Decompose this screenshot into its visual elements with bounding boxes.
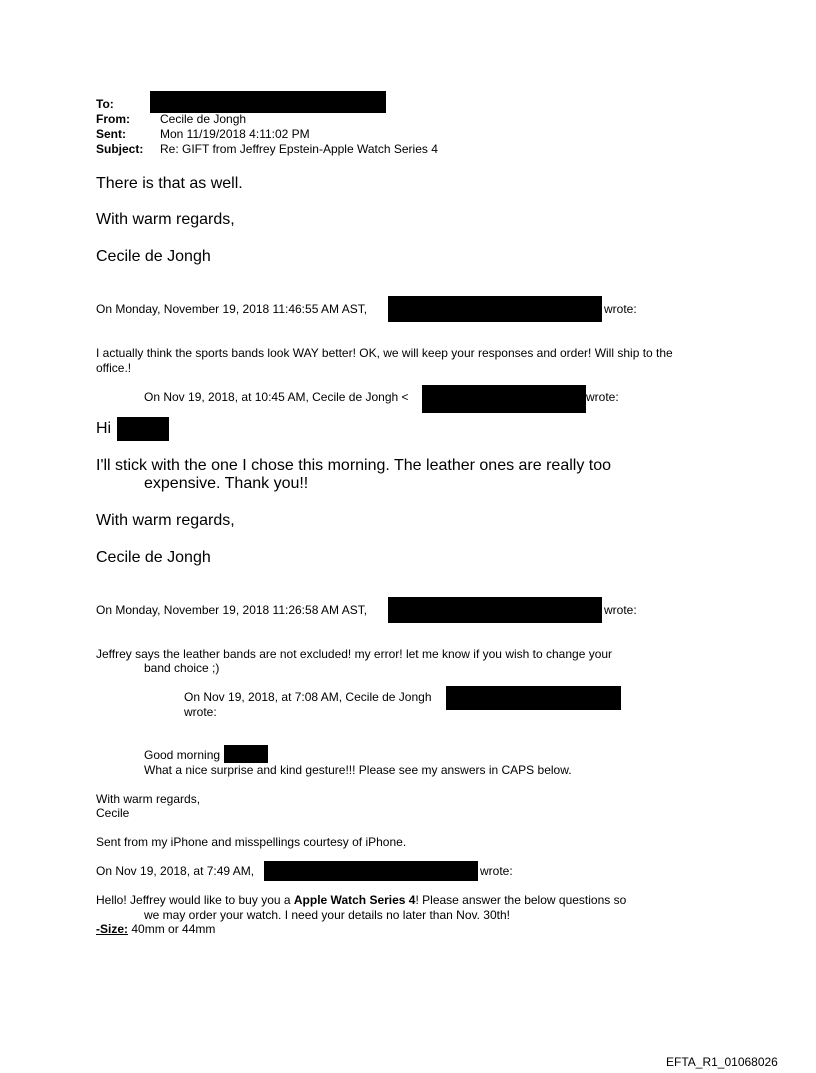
quote2-body-line2: expensive. Thank you!! xyxy=(144,475,309,492)
size-question xyxy=(96,922,215,936)
quote1-body-line1: I actually think the sports bands look WAY better! OK, we will keep your responses and order! Will ship to the xyxy=(96,346,673,360)
document-id: EFTA_R1_01068026 xyxy=(666,1055,778,1069)
reply-signature: Cecile de Jongh xyxy=(96,248,211,265)
redaction-block xyxy=(446,686,621,710)
redaction-block xyxy=(224,745,268,763)
redaction-block xyxy=(264,861,478,881)
quote4-body: What a nice surprise and kind gesture!!! Please see my answers in CAPS below. xyxy=(144,763,572,777)
redaction-block xyxy=(388,296,602,322)
to-label: To: xyxy=(96,97,114,111)
quote2-closing: With warm regards, xyxy=(96,512,235,529)
reply-closing: With warm regards, xyxy=(96,211,235,228)
sent-value: Mon 11/19/2018 4:11:02 PM xyxy=(160,127,310,141)
quote4-intro: On Nov 19, 2018, at 7:08 AM, Cecile de Jongh xyxy=(184,690,432,704)
redaction-block xyxy=(150,91,386,113)
quote4-wrote: wrote: xyxy=(184,705,217,719)
quote4-sent-from: Sent from my iPhone and misspellings courtesy of iPhone. xyxy=(96,835,407,849)
quote5-body-line2: we may order your watch. I need your details no later than Nov. 30th! xyxy=(144,908,510,922)
quote3-body-line1: Jeffrey says the leather bands are not excluded! my error! let me know if you wish to change your xyxy=(96,647,613,661)
quote5-body-line1 xyxy=(96,893,626,907)
quote4-greeting: Good morning xyxy=(144,748,221,762)
quote5-intro: On Nov 19, 2018, at 7:49 AM, xyxy=(96,864,255,878)
quote3-wrote: wrote: xyxy=(604,603,637,617)
quote4-closing: With warm regards, xyxy=(96,792,201,806)
size-label: -Size: xyxy=(96,922,129,936)
quote2-greeting: Hi xyxy=(96,420,112,437)
reply-body: There is that as well. xyxy=(96,175,243,192)
from-label: From: xyxy=(96,112,130,126)
quote3-intro: On Monday, November 19, 2018 11:26:58 AM AST, xyxy=(96,603,368,617)
quote2-body-line1: I'll stick with the one I chose this morning. The leather ones are really too xyxy=(96,457,612,474)
quote2-signature: Cecile de Jongh xyxy=(96,549,211,566)
quote1-wrote: wrote: xyxy=(604,302,637,316)
quote2-intro: On Nov 19, 2018, at 10:45 AM, Cecile de Jongh < xyxy=(144,390,409,404)
sent-label: Sent: xyxy=(96,127,126,141)
quote5-product-name: Apple Watch Series 4 xyxy=(293,893,416,907)
quote5-body-post: ! Please answer the below questions so xyxy=(415,893,627,907)
quote1-body-line2: office.! xyxy=(96,361,132,375)
subject-label: Subject: xyxy=(96,142,144,156)
size-value: 40mm or 44mm xyxy=(128,922,216,936)
redaction-block xyxy=(117,417,169,441)
quote4-signature: Cecile xyxy=(96,806,130,820)
from-value: Cecile de Jongh xyxy=(160,112,247,126)
subject-value: Re: GIFT from Jeffrey Epstein-Apple Watch Series 4 xyxy=(160,142,438,156)
redaction-block xyxy=(422,385,586,413)
quote3-body-line2: band choice ;) xyxy=(144,661,220,675)
redaction-block xyxy=(388,597,602,623)
quote5-body-pre: Hello! Jeffrey would like to buy you a xyxy=(96,893,294,907)
quote1-intro: On Monday, November 19, 2018 11:46:55 AM AST, xyxy=(96,302,368,316)
quote5-wrote: wrote: xyxy=(480,864,513,878)
quote2-wrote: wrote: xyxy=(586,390,619,404)
